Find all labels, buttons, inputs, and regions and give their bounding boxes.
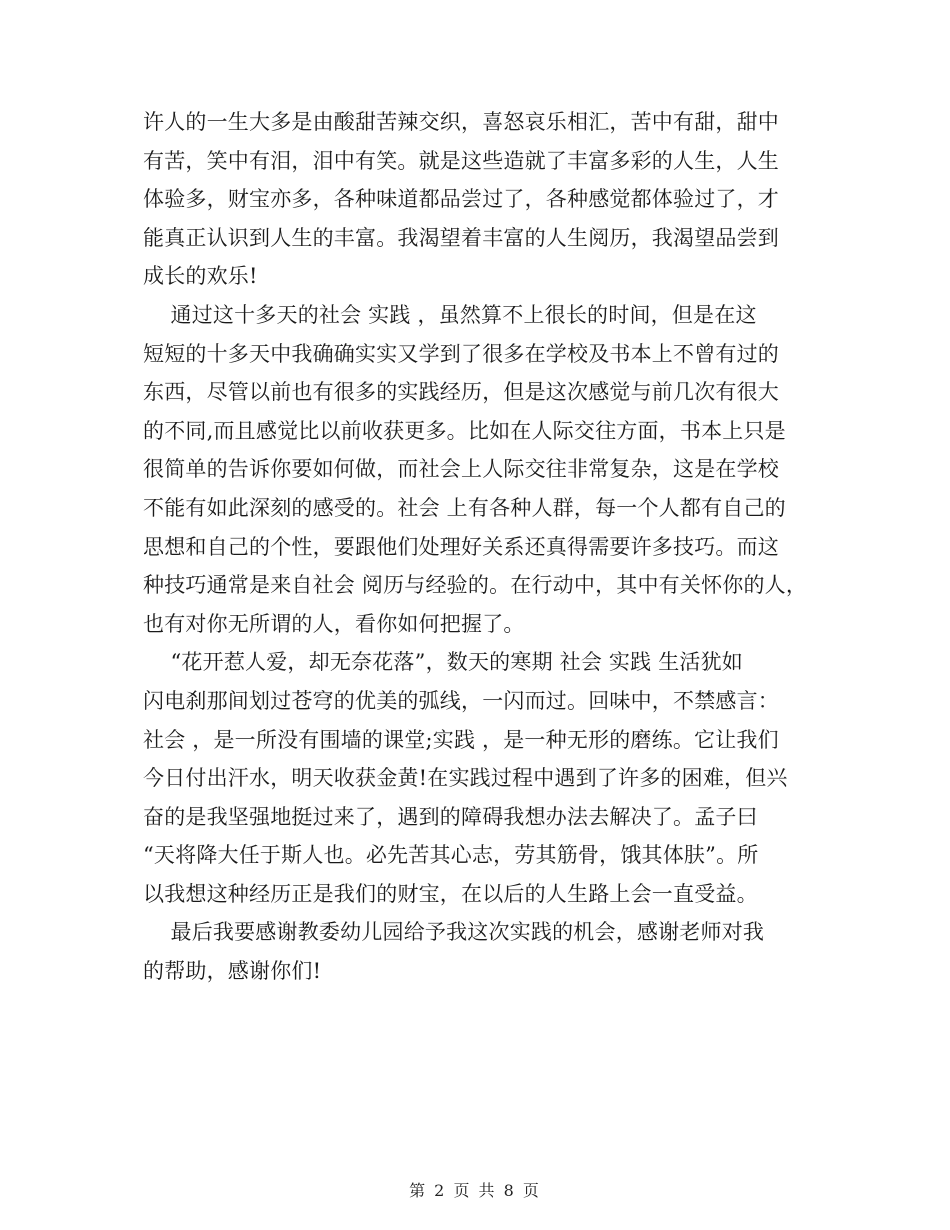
text-line-10: 很简单的告诉你要如何做，而社会上人际交往非常复杂，这是在学校 [143,457,779,482]
text-line-8: 东西，尽管以前也有很多的实践经历，但是这次感觉与前几次有很大 [143,380,779,405]
text-line-13: 种技巧通常是来自社会 阅历与经验的。在行动中，其中有关怀你的人， [143,573,808,598]
text-line-5: 成长的欢乐! [143,264,258,289]
text-line-20: “天将降大任于斯人也。必先苦其心志，劳其筋骨，饿其体肤”。所 [143,843,759,868]
text-line-11: 不能有如此深刻的感受的。社会 上有各种人群，每一个人都有自己的 [143,495,786,520]
text-line-15: “花开惹人爱，却无奈花落”，数天的寒期 社会 实践 生活犹如 [143,650,743,675]
text-line-19: 奋的是我坚强地挺过来了，遇到的障碍我想办法去解决了。孟子曰 [143,804,758,829]
page-number-footer: 第 2 页 共 8 页 [409,1181,541,1200]
text-line-4: 能真正认识到人生的丰富。我渴望着丰富的人生阅历，我渴望品尝到 [143,225,779,250]
body-text [143,103,823,991]
text-line-23: 的帮助，感谢你们! [143,959,322,984]
text-line-7: 短短的十多天中我确确实实又学到了很多在学校及书本上不曾有过的 [143,341,779,366]
text-line-22: 最后我要感谢教委幼儿园给予我这次实践的机会，感谢老师对我 [143,920,765,945]
text-line-18: 今日付出汗水，明天收获金黄!在实践过程中遇到了许多的困难，但兴 [143,766,788,791]
text-line-12: 思想和自己的个性，要跟他们处理好关系还真得需要许多技巧。而这 [143,534,779,559]
text-line-9: 的不同,而且感觉比以前收获更多。比如在人际交往方面，书本上只是 [143,418,786,443]
text-line-3: 体验多，财宝亦多，各种味道都品尝过了，各种感觉都体验过了，才 [143,187,779,212]
text-line-1: 许人的一生大多是由酸甜苦辣交织，喜怒哀乐相汇，苦中有甜，甜中 [143,110,779,134]
text-line-2: 有苦，笑中有泪，泪中有笑。就是这些造就了丰富多彩的人生，人生 [143,148,779,173]
text-line-14: 也有对你无所谓的人，看你如何把握了。 [143,611,525,636]
text-line-6: 通过这十多天的社会 实践 ，虽然算不上很长的时间，但是在这 [143,302,757,327]
text-line-17: 社会 ，是一所没有围墙的课堂;实践 ，是一种无形的磨练。它让我们 [143,727,779,752]
text-line-16: 闪电刹那间划过苍穹的优美的弧线，一闪而过。回味中，不禁感言： [143,688,779,713]
text-line-21: 以我想这种经历正是我们的财宝，在以后的人生路上会一直受益。 [143,881,758,906]
